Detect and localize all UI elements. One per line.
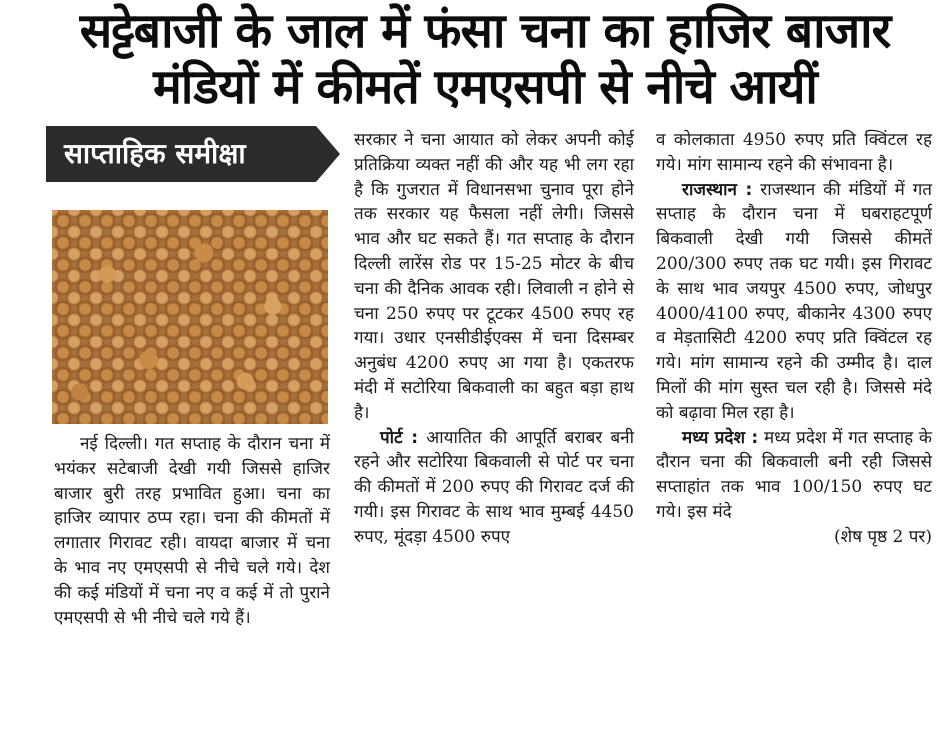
column-3-paragraph-1: व कोलकाता 4950 रुपए प्रति क्विंटल रह गये। मांग सामान्य रहने की संभावना है। [656,130,932,175]
rajasthan-paragraph [656,178,932,426]
headline-line-1: सट्टेबाजी के जाल में फंसा चना का हाजिर बाजार [79,3,891,59]
port-label: पोर्ट : [380,427,419,448]
continued-note: (शेष पृष्ठ 2 पर) [834,526,932,547]
chickpea-photo [52,210,328,424]
column-1-text: नई दिल्ली। गत सप्ताह के दौरान चना में भयंकर सटेबाजी देखी गयी जिससे हाजिर बाजार बुरी तरह प्रभावित हुआ। चना का हाजिर व्यापार ठप्प रहा। चना की कीमतों में लगातार गिरावट रही। वायदा बाजार में चना के भाव नए एमएसपी से नीचे चले गये। देश की कई मंडियों में चना नए व कई में तो पुराने एमएसपी से भी नीचे चले गये हैं। [54,434,330,628]
column-2-paragraph-1: सरकार ने चना आयात को लेकर अपनी कोई प्रतिक्रिया व्यक्त नहीं की और यह भी लग रहा है कि गुजरात में विधानसभा चुनाव पूरा होने तक सरकार यह फैसला नहीं लेगी। जिससे भाव और घट सकते हैं। गत सप्ताह के दौरान दिल्ली लारेंस रोड पर 15-25 मोटर के बीच चना की दैनिक आवक रही। लिवाली न होने से चना 250 रुपए पर टूटकर 4500 रुपए रह गया। उधार एनसीडीईएक्स में चना दिसम्बर अनुबंध 4200 रुपए आ गया है। एकतरफ मंदी में सटोरिया बिकवाली का बहुत बड़ा हाथ है। [354,130,634,423]
rajasthan-text: राजस्थान की मंडियों में गत सप्ताह के दौरान चना में घबराहटपूर्ण बिकवाली देखी गयी जिससे कीमतें 200/300 रुपए तक घट गयी। इस गिरावट के साथ भाव जयपुर 4500 रुपए, जोधपुर 4000/4100 रुपए, बीकानेर 4300 रुपए व मेड़तासिटी 4200 रुपए प्रति क्विंटल रह गये। मांग सामान्य रहने की उम्मीद है। दाल मिलों की मांग सुस्त चल रही है। जिससे मंदे को बढ़ावा मिल रहा है। [656,179,933,423]
madhya-pradesh-label: मध्य प्रदेश : [682,427,759,448]
weekly-review-banner [46,126,316,182]
headline-line-2: मंडियों में कीमतें एमएसपी से नीचे आयीं [153,59,817,115]
column-2 [354,128,634,550]
column-3 [656,128,932,550]
madhya-pradesh-paragraph [656,426,932,525]
madhya-pradesh-text: मध्य प्रदेश में गत सप्ताह के दौरान चना की बिकवाली बनी रही जिससे सप्ताहांत तक भाव 100/150 रुपए घट गये। इस मंदे [656,427,932,522]
rajasthan-label: राजस्थान : [682,179,753,200]
port-paragraph [354,426,634,550]
column-1 [54,432,330,630]
port-text: आयातित की आपूर्ति बराबर बनी रहने और सटोरिया बिकवाली से पोर्ट पर चना की कीमतों में 200 रुपए की गिरावट दर्ज की गयी। इस गिरावट के साथ भाव मुम्बई 4450 रुपए, मूंदड़ा 4500 रुपए [354,427,635,547]
banner-label: साप्ताहिक समीक्षा [64,137,246,170]
